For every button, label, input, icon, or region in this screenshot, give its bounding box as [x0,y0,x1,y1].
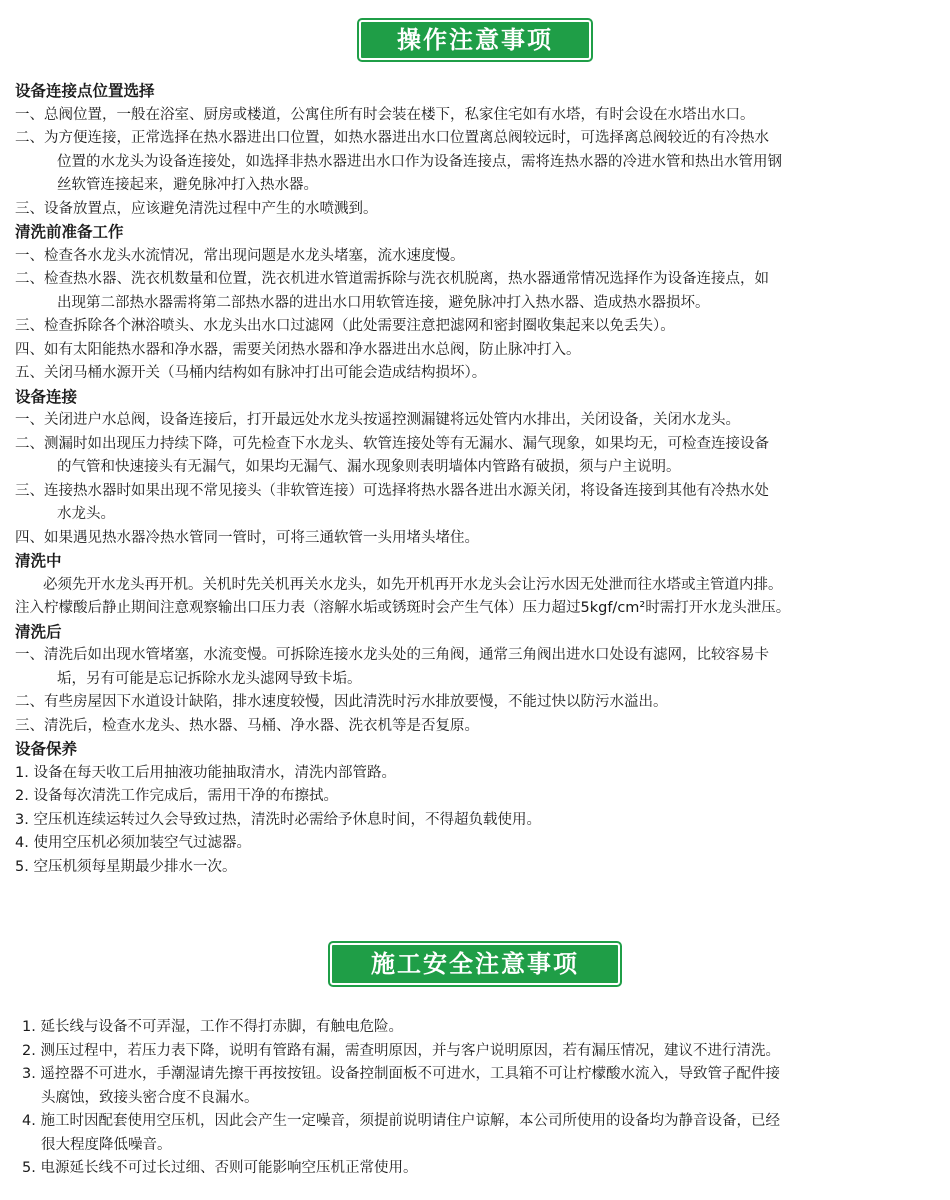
safety-notes [22,1016,940,1181]
list-item: 一、清洗后如出现水管堵塞，水流变慢。可拆除连接水龙头处的三角阀，通常三角阀出进水口处设有滤网，比较容易卡 垢，另有可能是忘记拆除水龙头滤网导致卡垢。 [15,647,769,687]
list-item: 三、清洗后，检查水龙头、热水器、马桶、净水器、洗衣机等是否复原。 [15,717,479,734]
paragraph: 注入柠檬酸后静止期间注意观察输出口压力表（溶解水垢或锈斑时会产生气体）压力超过5kgf/cm²时需打开水龙头泄压。 [15,600,791,616]
list-item: 5. 空压机须每星期最少排水一次。 [15,858,237,875]
list-item: 一、关闭进户水总阀，设备连接后，打开最远处水龙头按遥控测漏键将远处管内水排出，关闭设备，关闭水龙头。 [15,412,740,428]
list-item: 2. 设备每次清洗工作完成后，需用干净的布擦拭。 [15,788,338,804]
list-item: 一、检查各水龙头水流情况，常出现问题是水龙头堵塞，流水速度慢。 [15,247,465,264]
paragraph: 必须先开水龙头再开机。关机时先关机再关水龙头，如先开机再开水龙头会让污水因无处泄而往水塔或主管道内排。 [43,576,783,593]
section-title: 清洗后 [15,622,62,641]
list-item: 五、关闭马桶水源开关（马桶内结构如有脉冲打出可能会造成结构损坏）。 [15,365,487,381]
section-banner-safety: 施工安全注意事项 [330,943,620,985]
list-item: 三、设备放置点，应该避免清洗过程中产生的水喷溅到。 [15,200,378,217]
list-item: 三、连接热水器时如果出现不常见接头（非软管连接）可选择将热水器各进出水源关闭，将设备连接到其他有冷热水处 水龙头。 [15,482,769,522]
section-title: 设备连接 [15,387,78,406]
section-title: 清洗中 [15,552,62,570]
list-item: 3. 遥控器不可进水，手潮湿请先擦干再按按钮。设备控制面板不可进水，工具箱不可让柠檬酸水流入，导致管子配件接 头腐蚀，致接头密合度不良漏水。 [22,1066,780,1106]
list-item: 4. 施工时因配套使用空压机，因此会产生一定噪音，须提前说明请住户谅解，本公司所使用的设备均为静音设备，已经 很大程度降低噪音。 [22,1113,780,1153]
list-item: 1. 设备在每天收工后用抽液功能抽取清水，清洗内部管路。 [15,764,396,781]
list-item: 5. 电源延长线不可过长过细、否则可能影响空压机正常使用。 [22,1160,418,1176]
list-item: 4. 使用空压机必须加装空气过滤器。 [15,835,251,851]
list-item: 四、如有太阳能热水器和净水器，需要关闭热水器和净水器进出水总阀，防止脉冲打入。 [15,341,581,358]
list-item: 3. 空压机连续运转过久会导致过热，清洗时必需给予休息时间，不得超负载使用。 [15,811,541,828]
list-item: 二、检查热水器、洗衣机数量和位置，洗衣机进水管道需拆除与洗衣机脱离，热水器通常情况选择作为设备连接点，如 出现第二部热水器需将第二部热水器的进出水口用软管连接，避免脉冲打入热水器、造成热水器损坏。 [15,271,769,311]
section-title: 设备连接点位置选择 [15,82,155,100]
operation-notes [15,80,940,879]
list-item: 2. 测压过程中，若压力表下降，说明有管路有漏，需查明原因，并与客户说明原因，若有漏压情况，建议不进行清洗。 [22,1042,780,1059]
list-item: 一、总阀位置，一般在浴室、厨房或楼道，公寓住所有时会装在楼下，私家住宅如有水塔，有时会设在水塔出水口。 [15,106,755,123]
list-item: 二、为方便连接，正常选择在热水器进出口位置，如热水器进出水口位置离总阀较远时，可选择离总阀较近的有冷热水 位置的水龙头为设备连接处，如选择非热水器进出水口作为设备连接点，需将连热水器的冷进水管和热出水管用钢 丝软管连接起来，避免脉冲打入热水器。 [15,130,782,193]
list-item: 1. 延长线与设备不可弄湿，工作不得打赤脚，有触电危险。 [22,1019,403,1035]
list-item: 二、测漏时如出现压力持续下降，可先检查下水龙头、软管连接处等有无漏水、漏气现象，如果均无，可检查连接设备 的气管和快速接头有无漏气，如果均无漏气、漏水现象则表明墙体内管路有破损，须与户主说明。 [15,435,769,475]
list-item: 三、检查拆除各个淋浴喷头、水龙头出水口过滤网（此处需要注意把滤网和密封圈收集起来以免丢失）。 [15,318,675,334]
list-item: 二、有些房屋因下水道设计缺陷，排水速度较慢，因此清洗时污水排放要慢，不能过快以防污水溢出。 [15,694,668,710]
section-title: 设备保养 [15,740,78,758]
list-item: 四、如果遇见热水器冷热水管同一管时，可将三通软管一头用堵头堵住。 [15,529,479,546]
section-title: 清洗前准备工作 [15,223,124,241]
section-banner-operation: 操作注意事项 [359,20,591,60]
